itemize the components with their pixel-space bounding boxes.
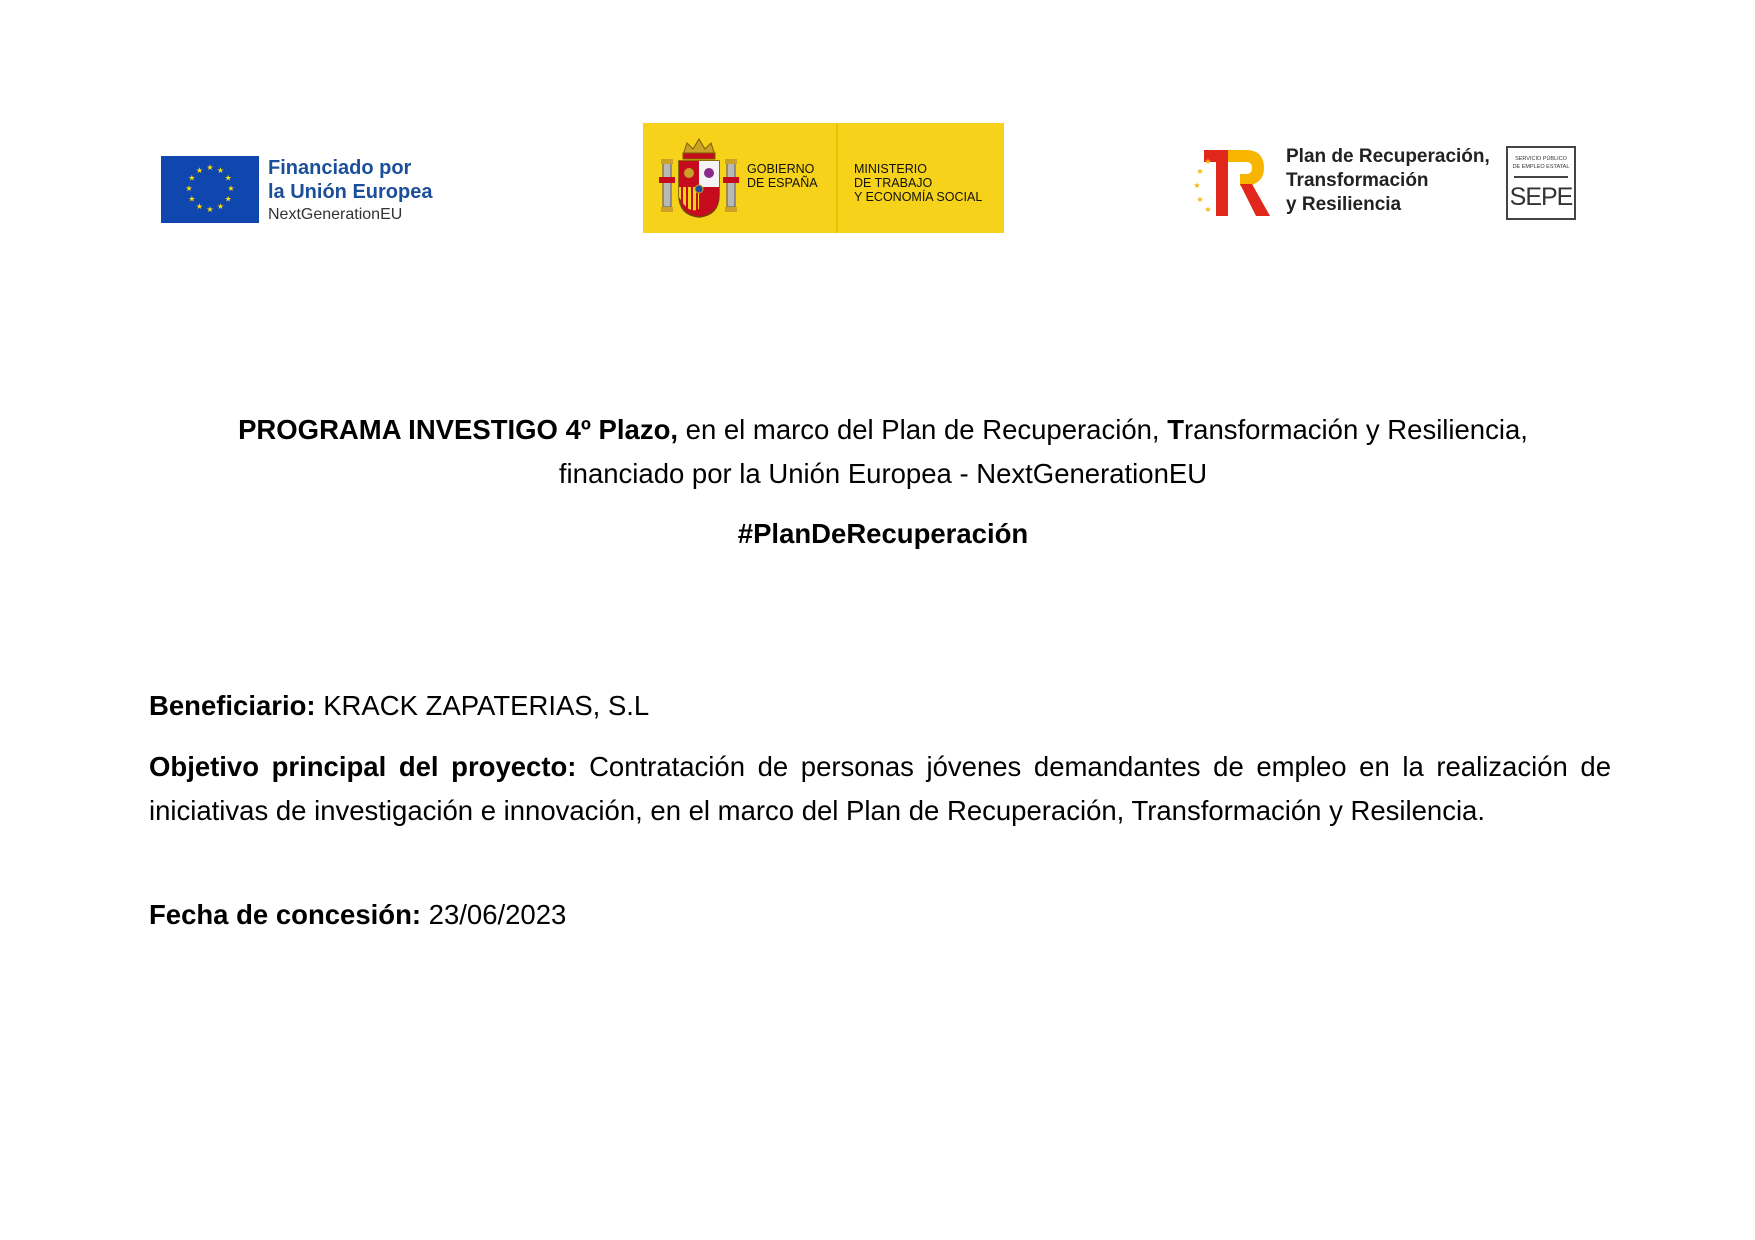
gobierno-line2: DE ESPAÑA — [747, 176, 818, 190]
objective-label: Objetivo principal del proyecto: — [149, 751, 577, 782]
sepe-divider — [1514, 176, 1568, 178]
ministerio-line3: Y ECONOMÍA SOCIAL — [854, 190, 983, 204]
coat-of-arms-icon — [659, 135, 739, 221]
svg-text:★: ★ — [188, 173, 196, 183]
svg-text:★: ★ — [1204, 157, 1212, 166]
sepe-small-line1: SERVICIO PÚBLICO — [1515, 156, 1567, 162]
svg-text:★: ★ — [1196, 167, 1204, 176]
svg-text:★: ★ — [1196, 195, 1204, 204]
beneficiary-value: KRACK ZAPATERIAS, S.L — [315, 690, 650, 721]
plan-recuperacion-logo — [1194, 140, 1594, 230]
svg-text:★: ★ — [216, 202, 225, 212]
svg-text:★: ★ — [185, 184, 193, 193]
beneficiary-label: Beneficiario: — [149, 690, 316, 721]
grant-date-paragraph — [149, 893, 1611, 937]
svg-text:★: ★ — [224, 194, 232, 204]
plan-line2: Transformación — [1286, 170, 1429, 191]
program-title-bold-letter: T — [1167, 414, 1185, 445]
eu-funding-logo — [161, 156, 451, 224]
gobierno-line1: GOBIERNO — [747, 162, 815, 176]
eu-logo-line2: la Unión Europea — [268, 181, 433, 203]
ministerio-line2: DE TRABAJO — [854, 176, 933, 190]
grant-date-label: Fecha de concesión: — [149, 899, 422, 930]
plan-recuperacion-text — [1286, 145, 1490, 217]
gobierno-divider — [836, 123, 838, 233]
svg-text:★: ★ — [216, 165, 225, 175]
beneficiary-paragraph — [149, 684, 1611, 728]
eu-logo-text — [268, 156, 432, 226]
gobierno-ministerio-logo — [643, 123, 1004, 233]
program-title — [200, 408, 1566, 496]
svg-text:★: ★ — [224, 173, 232, 183]
svg-text:★: ★ — [1204, 205, 1212, 214]
plan-line1: Plan de Recuperación, — [1286, 146, 1490, 167]
svg-text:★: ★ — [188, 194, 196, 204]
logo-bar — [0, 0, 1755, 260]
eu-logo-line3: NextGenerationEU — [268, 206, 403, 223]
svg-text:★: ★ — [1194, 181, 1201, 190]
sepe-logo — [1506, 146, 1576, 220]
objective-value: Contratación de personas jóvenes demandantes de empleo en la realización de iniciativas de investigación e innovación, en el marco del Plan de Recuperación, Transformación y Resilencia. — [149, 751, 1611, 826]
svg-text:★: ★ — [206, 163, 214, 172]
hashtag: #PlanDeRecuperación — [737, 518, 1029, 549]
svg-text:★: ★ — [195, 165, 204, 175]
program-title-bold: PROGRAMA INVESTIGO 4º Plazo, — [238, 414, 679, 445]
gobierno-text — [747, 162, 818, 190]
svg-text:★: ★ — [206, 205, 214, 214]
ministerio-line1: MINISTERIO — [854, 162, 927, 176]
tr-logo-icon — [1194, 148, 1274, 220]
program-title-part2: ransformación y Resiliencia, financiado por la Unión Europea - NextGenerationEU — [558, 414, 1528, 489]
plan-line3: y Resiliencia — [1286, 194, 1402, 215]
eu-stars — [185, 163, 234, 214]
program-title-part1: en el marco del Plan de Recuperación, — [678, 414, 1168, 445]
sepe-small-line2: DE EMPLEO ESTATAL — [1512, 164, 1570, 170]
svg-text:★: ★ — [227, 184, 235, 193]
objective-paragraph — [149, 745, 1611, 833]
sepe-name: SEPE — [1509, 183, 1573, 211]
eu-flag-icon — [161, 156, 259, 223]
ministerio-text — [854, 162, 982, 204]
svg-text:★: ★ — [195, 202, 204, 212]
eu-logo-line1: Financiado por — [268, 157, 412, 179]
grant-date-value: 23/06/2023 — [421, 899, 567, 930]
